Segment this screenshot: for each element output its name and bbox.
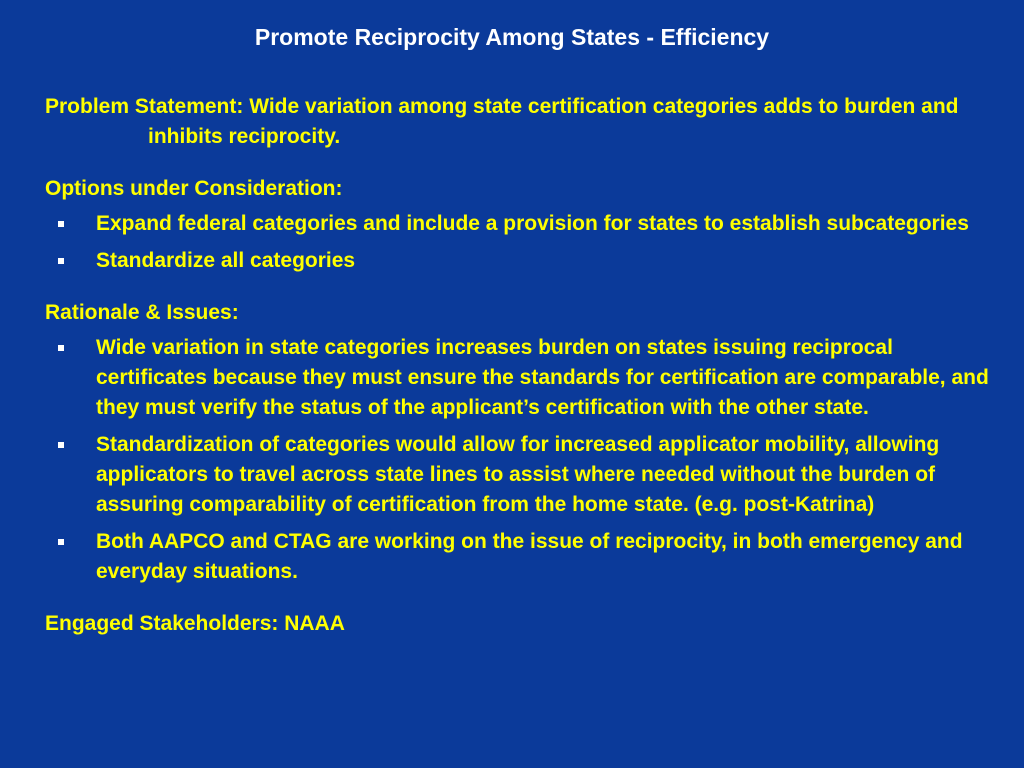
options-heading: Options under Consideration: [45,177,343,200]
list-item [45,333,1000,423]
list-item-text: Standardize all categories [96,249,356,272]
list-item [45,430,1000,520]
square-bullet-icon [58,221,64,227]
square-bullet-icon [58,539,64,545]
problem-statement: Problem Statement: Wide variation among state certification categories adds to burden and inhibits reciprocity. [45,95,959,148]
list-item [45,246,1000,276]
rationale-list [45,333,1000,587]
square-bullet-icon [58,345,64,351]
slide-title: Promote Reciprocity Among States - Efficiency [254,24,770,50]
slide-content [45,92,1000,639]
list-item-text: Both AAPCO and CTAG are working on the issue of reciprocity, in both emergency and everyday situations. [96,530,963,583]
list-item-text: Standardization of categories would allow for increased applicator mobility, allowing applicators to travel across state lines to assist where needed without the burden of assuring comparability of certification from the home state. (e.g. post-Katrina) [96,433,940,516]
list-item-text: Expand federal categories and include a provision for states to establish subcategories [96,212,969,235]
options-list [45,209,1000,276]
engaged-stakeholders: Engaged Stakeholders: NAAA [45,612,345,635]
rationale-heading: Rationale & Issues: [45,301,239,324]
square-bullet-icon [58,442,64,448]
list-item [45,209,1000,239]
square-bullet-icon [58,258,64,264]
list-item-text: Wide variation in state categories increases burden on states issuing reciprocal certificates because they must ensure the standards for certification are comparable, and they must verify the status of the applicant’s certification with the other state. [96,336,989,419]
list-item [45,527,1000,587]
